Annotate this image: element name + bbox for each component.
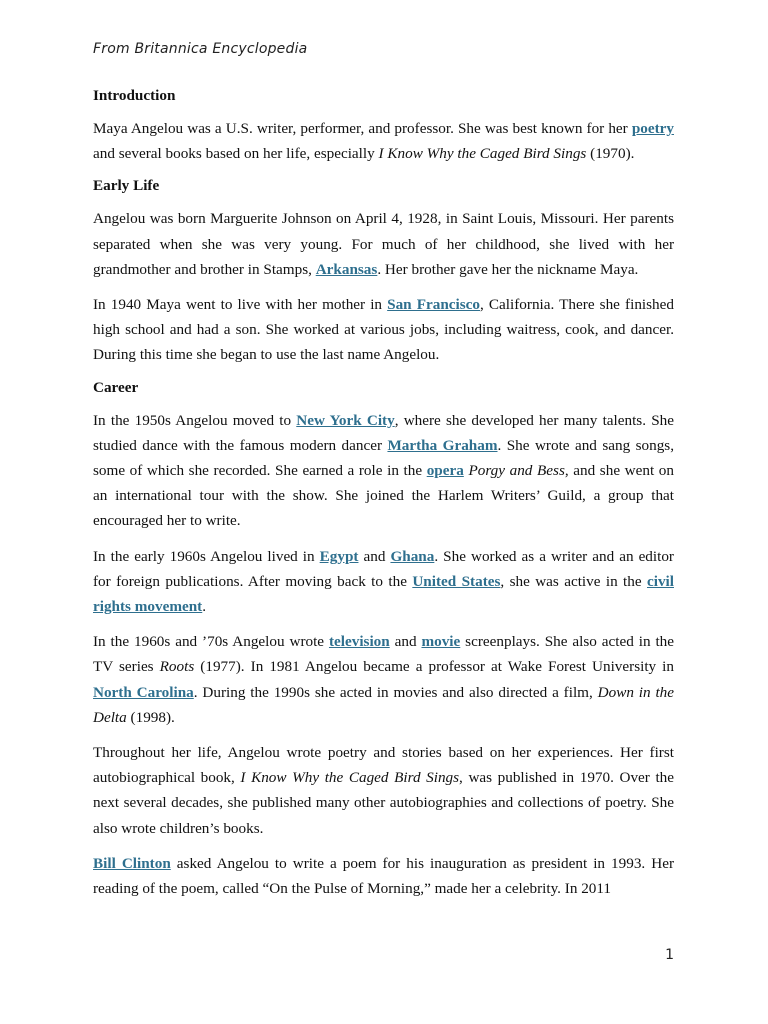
text-run: In the 1950s Angelou moved to bbox=[93, 411, 297, 429]
text-run: (1998). bbox=[126, 708, 175, 726]
text-run: asked Angelou to write a poem for his inauguration as president in 1993. Her reading of the poem, called “On the Pulse of Morning,” made her a celebrity. In 2011 bbox=[93, 854, 675, 898]
paragraph-career-3 bbox=[93, 629, 674, 730]
paragraph-early-life-1 bbox=[93, 206, 674, 282]
paragraph-career-5 bbox=[93, 851, 674, 901]
link-north-carolina[interactable]: North Carolina bbox=[93, 683, 194, 701]
text-run: Throughout her life, Angelou wrote poetry and stories based on her experiences. Her first autobiographical book, bbox=[93, 744, 674, 787]
text-run: In the 1960s and ’70s Angelou wrote bbox=[93, 633, 329, 651]
book-title: I Know Why the Caged Bird Sings bbox=[378, 145, 587, 163]
text-run: and bbox=[358, 547, 391, 565]
page-header: From Britannica Encyclopedia bbox=[93, 41, 308, 57]
paragraph-introduction bbox=[93, 116, 674, 166]
document-body bbox=[93, 86, 674, 911]
link-arkansas[interactable]: Arkansas bbox=[315, 260, 378, 278]
paragraph-career-4 bbox=[93, 740, 674, 841]
text-run: . She wrote and sang songs, some of which she recorded. She earned a role in the bbox=[93, 436, 674, 480]
link-civil-rights-movement[interactable]: civil rights movement bbox=[93, 572, 674, 616]
text-run: In the early 1960s Angelou lived in bbox=[93, 547, 320, 565]
text-run: and several books based on her life, especially bbox=[93, 145, 379, 163]
link-poetry[interactable]: poetry bbox=[631, 120, 674, 137]
text-run: , where she developed her many talents. She studied dance with the famous modern dancer bbox=[93, 411, 674, 454]
page-number: 1 bbox=[665, 947, 674, 963]
link-bill-clinton[interactable]: Bill Clinton bbox=[93, 854, 171, 872]
text-run: . During the 1990s she acted in movies and also directed a film, bbox=[193, 683, 598, 701]
text-run: . Her brother gave her the nickname Maya. bbox=[377, 260, 639, 278]
link-egypt[interactable]: Egypt bbox=[319, 547, 359, 565]
text-run: screenplays. She also acted in the TV series bbox=[93, 633, 675, 676]
section-heading-introduction: Introduction bbox=[93, 87, 176, 104]
text-run: , she was active in the bbox=[500, 572, 647, 590]
text-run: , California. There she finished high school and had a son. She worked at various jobs, including waitress, cook, and dancer. During this time she began to use the last name Angelou. bbox=[93, 296, 674, 364]
paragraph-early-life-2 bbox=[93, 292, 674, 368]
text-run: In 1940 Maya went to live with her mother in bbox=[93, 296, 388, 314]
text-run: , and she went on an international tour with the show. She joined the Harlem Writers’ Guild, a group that encouraged her to write. bbox=[93, 462, 674, 530]
book-title: I Know Why the Caged Bird Sings bbox=[240, 769, 460, 787]
film-title: Down in the Delta bbox=[93, 683, 674, 726]
text-run: and bbox=[389, 633, 422, 651]
link-united-states[interactable]: United States bbox=[412, 572, 501, 590]
paragraph-career-1 bbox=[93, 408, 674, 534]
text-run: (1970). bbox=[586, 145, 635, 163]
text-run: Angelou was born Marguerite Johnson on April 4, 1928, in Saint Louis, Missouri. Her parents separated when she was very young. For much of her childhood, she lived with her grandmother and brother in Stamps, bbox=[93, 210, 674, 278]
link-new-york-city[interactable]: New York City bbox=[296, 411, 395, 429]
link-opera[interactable]: opera bbox=[426, 462, 464, 480]
link-television[interactable]: television bbox=[328, 633, 390, 651]
work-title: Porgy and Bess bbox=[468, 462, 565, 480]
link-ghana[interactable]: Ghana bbox=[390, 547, 435, 565]
text-run: . bbox=[202, 598, 207, 616]
series-title: Roots bbox=[159, 658, 195, 676]
link-san-francisco[interactable]: San Francisco bbox=[387, 296, 481, 314]
link-martha-graham[interactable]: Martha Graham bbox=[387, 436, 498, 454]
text-run: , was published in 1970. Over the next several decades, she published many other autobiographies and collections of poetry. She also wrote children’s books. bbox=[93, 769, 674, 837]
text-run: Maya Angelou was a U.S. writer, performer, and professor. She was best known for her bbox=[93, 120, 632, 137]
text-run: . She worked as a writer and an editor for foreign publications. After moving back to the bbox=[93, 547, 674, 590]
text-run: (1977). In 1981 Angelou became a professor at Wake Forest University in bbox=[194, 658, 674, 676]
section-heading-early-life: Early Life bbox=[93, 177, 160, 195]
section-heading-career: Career bbox=[93, 378, 139, 396]
paragraph-career-2 bbox=[93, 544, 674, 620]
link-movie[interactable]: movie bbox=[421, 633, 461, 651]
